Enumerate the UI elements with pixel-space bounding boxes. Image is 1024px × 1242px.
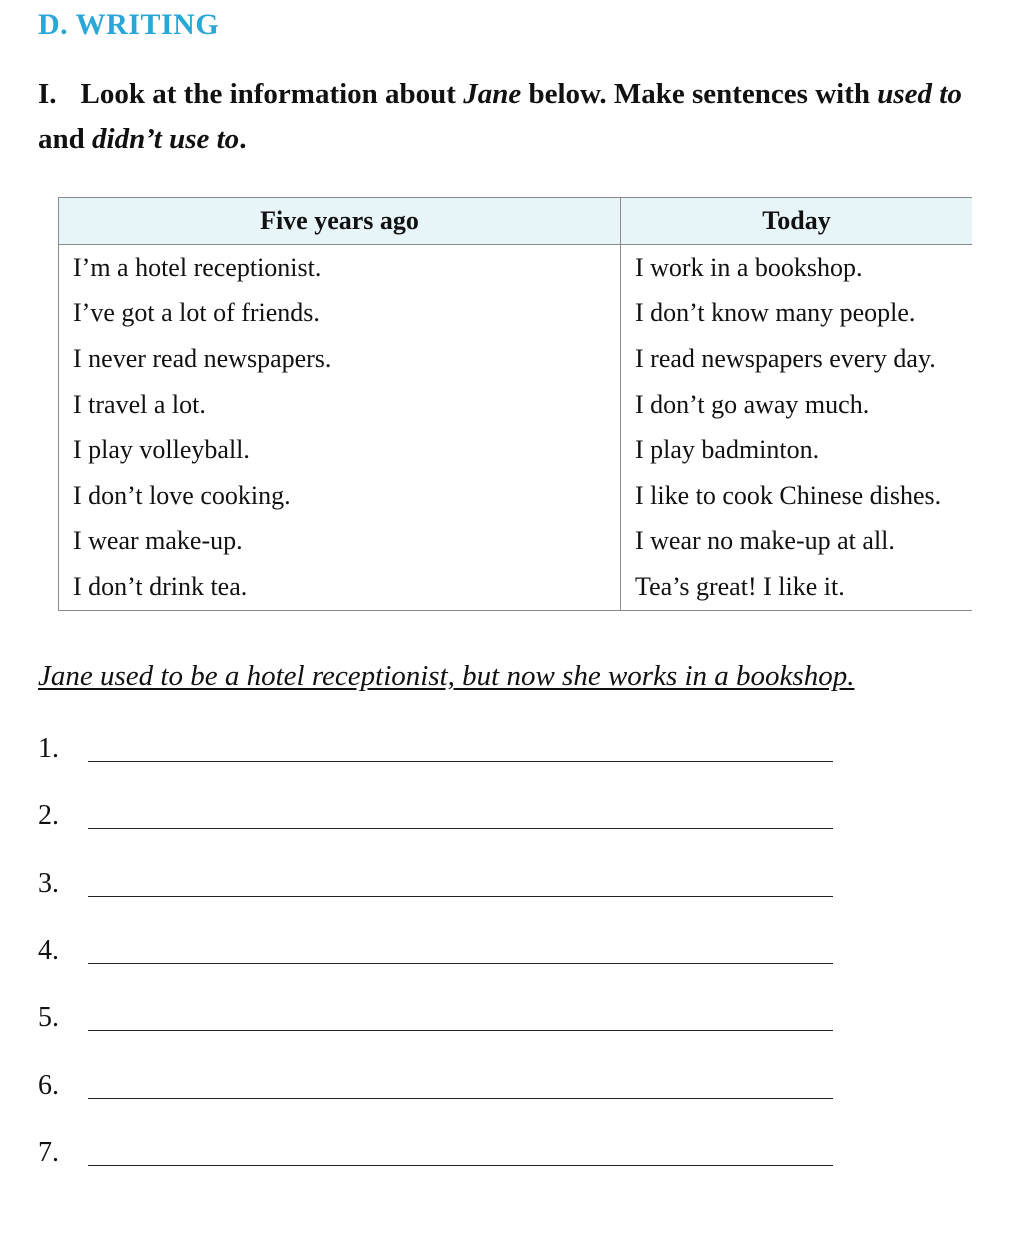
answer-line: [38, 1002, 838, 1042]
answer-number: 3.: [38, 868, 59, 899]
answer-line: [38, 935, 838, 975]
header-five-years-ago: Five years ago: [59, 198, 621, 245]
section-title: D. WRITING: [38, 8, 220, 41]
past-cell: I’m a hotel receptionist.: [59, 245, 621, 291]
table-row: [59, 245, 973, 291]
table-row: [59, 519, 973, 565]
answer-line: [38, 1070, 838, 1110]
answer-line: [38, 800, 838, 840]
past-cell: I’ve got a lot of friends.: [59, 291, 621, 337]
past-cell: I don’t love cooking.: [59, 473, 621, 519]
past-cell: I don’t drink tea.: [59, 564, 621, 610]
today-cell: I work in a bookshop.: [621, 245, 973, 291]
past-cell: I travel a lot.: [59, 382, 621, 428]
answer-blank[interactable]: [88, 761, 833, 762]
table-row: [59, 382, 973, 428]
past-cell: I never read newspapers.: [59, 336, 621, 382]
grammar-term: used to: [877, 78, 962, 110]
today-cell: I like to cook Chinese dishes.: [621, 473, 973, 519]
answer-blank[interactable]: [88, 1165, 833, 1166]
example-sentence: Jane used to be a hotel receptionist, but now she works in a bookshop.: [38, 660, 855, 692]
answer-line: [38, 1137, 838, 1177]
today-cell: Tea’s great! I like it.: [621, 564, 973, 610]
answer-blank[interactable]: [88, 1098, 833, 1099]
table-row: [59, 473, 973, 519]
answer-number: 5.: [38, 1002, 59, 1033]
answer-number: 7.: [38, 1137, 59, 1168]
today-cell: I wear no make-up at all.: [621, 519, 973, 565]
answer-blank[interactable]: [88, 896, 833, 897]
past-cell: I wear make-up.: [59, 519, 621, 565]
answer-number: 6.: [38, 1070, 59, 1101]
answer-number: 2.: [38, 800, 59, 831]
grammar-term: didn’t use to: [92, 123, 240, 155]
table-row: [59, 291, 973, 337]
exercise-instruction: I. Look at the information about Jane below. Make sentences with used to and didn’t use to.: [38, 78, 962, 155]
answer-number: 4.: [38, 935, 59, 966]
table-header-row: [59, 198, 973, 245]
today-cell: I don’t go away much.: [621, 382, 973, 428]
today-cell: I read newspapers every day.: [621, 336, 973, 382]
answer-blank[interactable]: [88, 1030, 833, 1031]
answer-number: 1.: [38, 733, 59, 764]
answer-blank[interactable]: [88, 963, 833, 964]
header-today: Today: [621, 198, 973, 245]
table-row: [59, 427, 973, 473]
table-row: [59, 336, 973, 382]
answer-blank[interactable]: [88, 828, 833, 829]
today-cell: I play badminton.: [621, 427, 973, 473]
past-cell: I play volleyball.: [59, 427, 621, 473]
person-name: Jane: [463, 78, 522, 110]
table-row: [59, 564, 973, 610]
exercise-number: I.: [38, 78, 57, 110]
answer-line: [38, 733, 838, 773]
today-cell: I don’t know many people.: [621, 291, 973, 337]
info-table: [58, 197, 972, 611]
answer-line: [38, 868, 838, 908]
